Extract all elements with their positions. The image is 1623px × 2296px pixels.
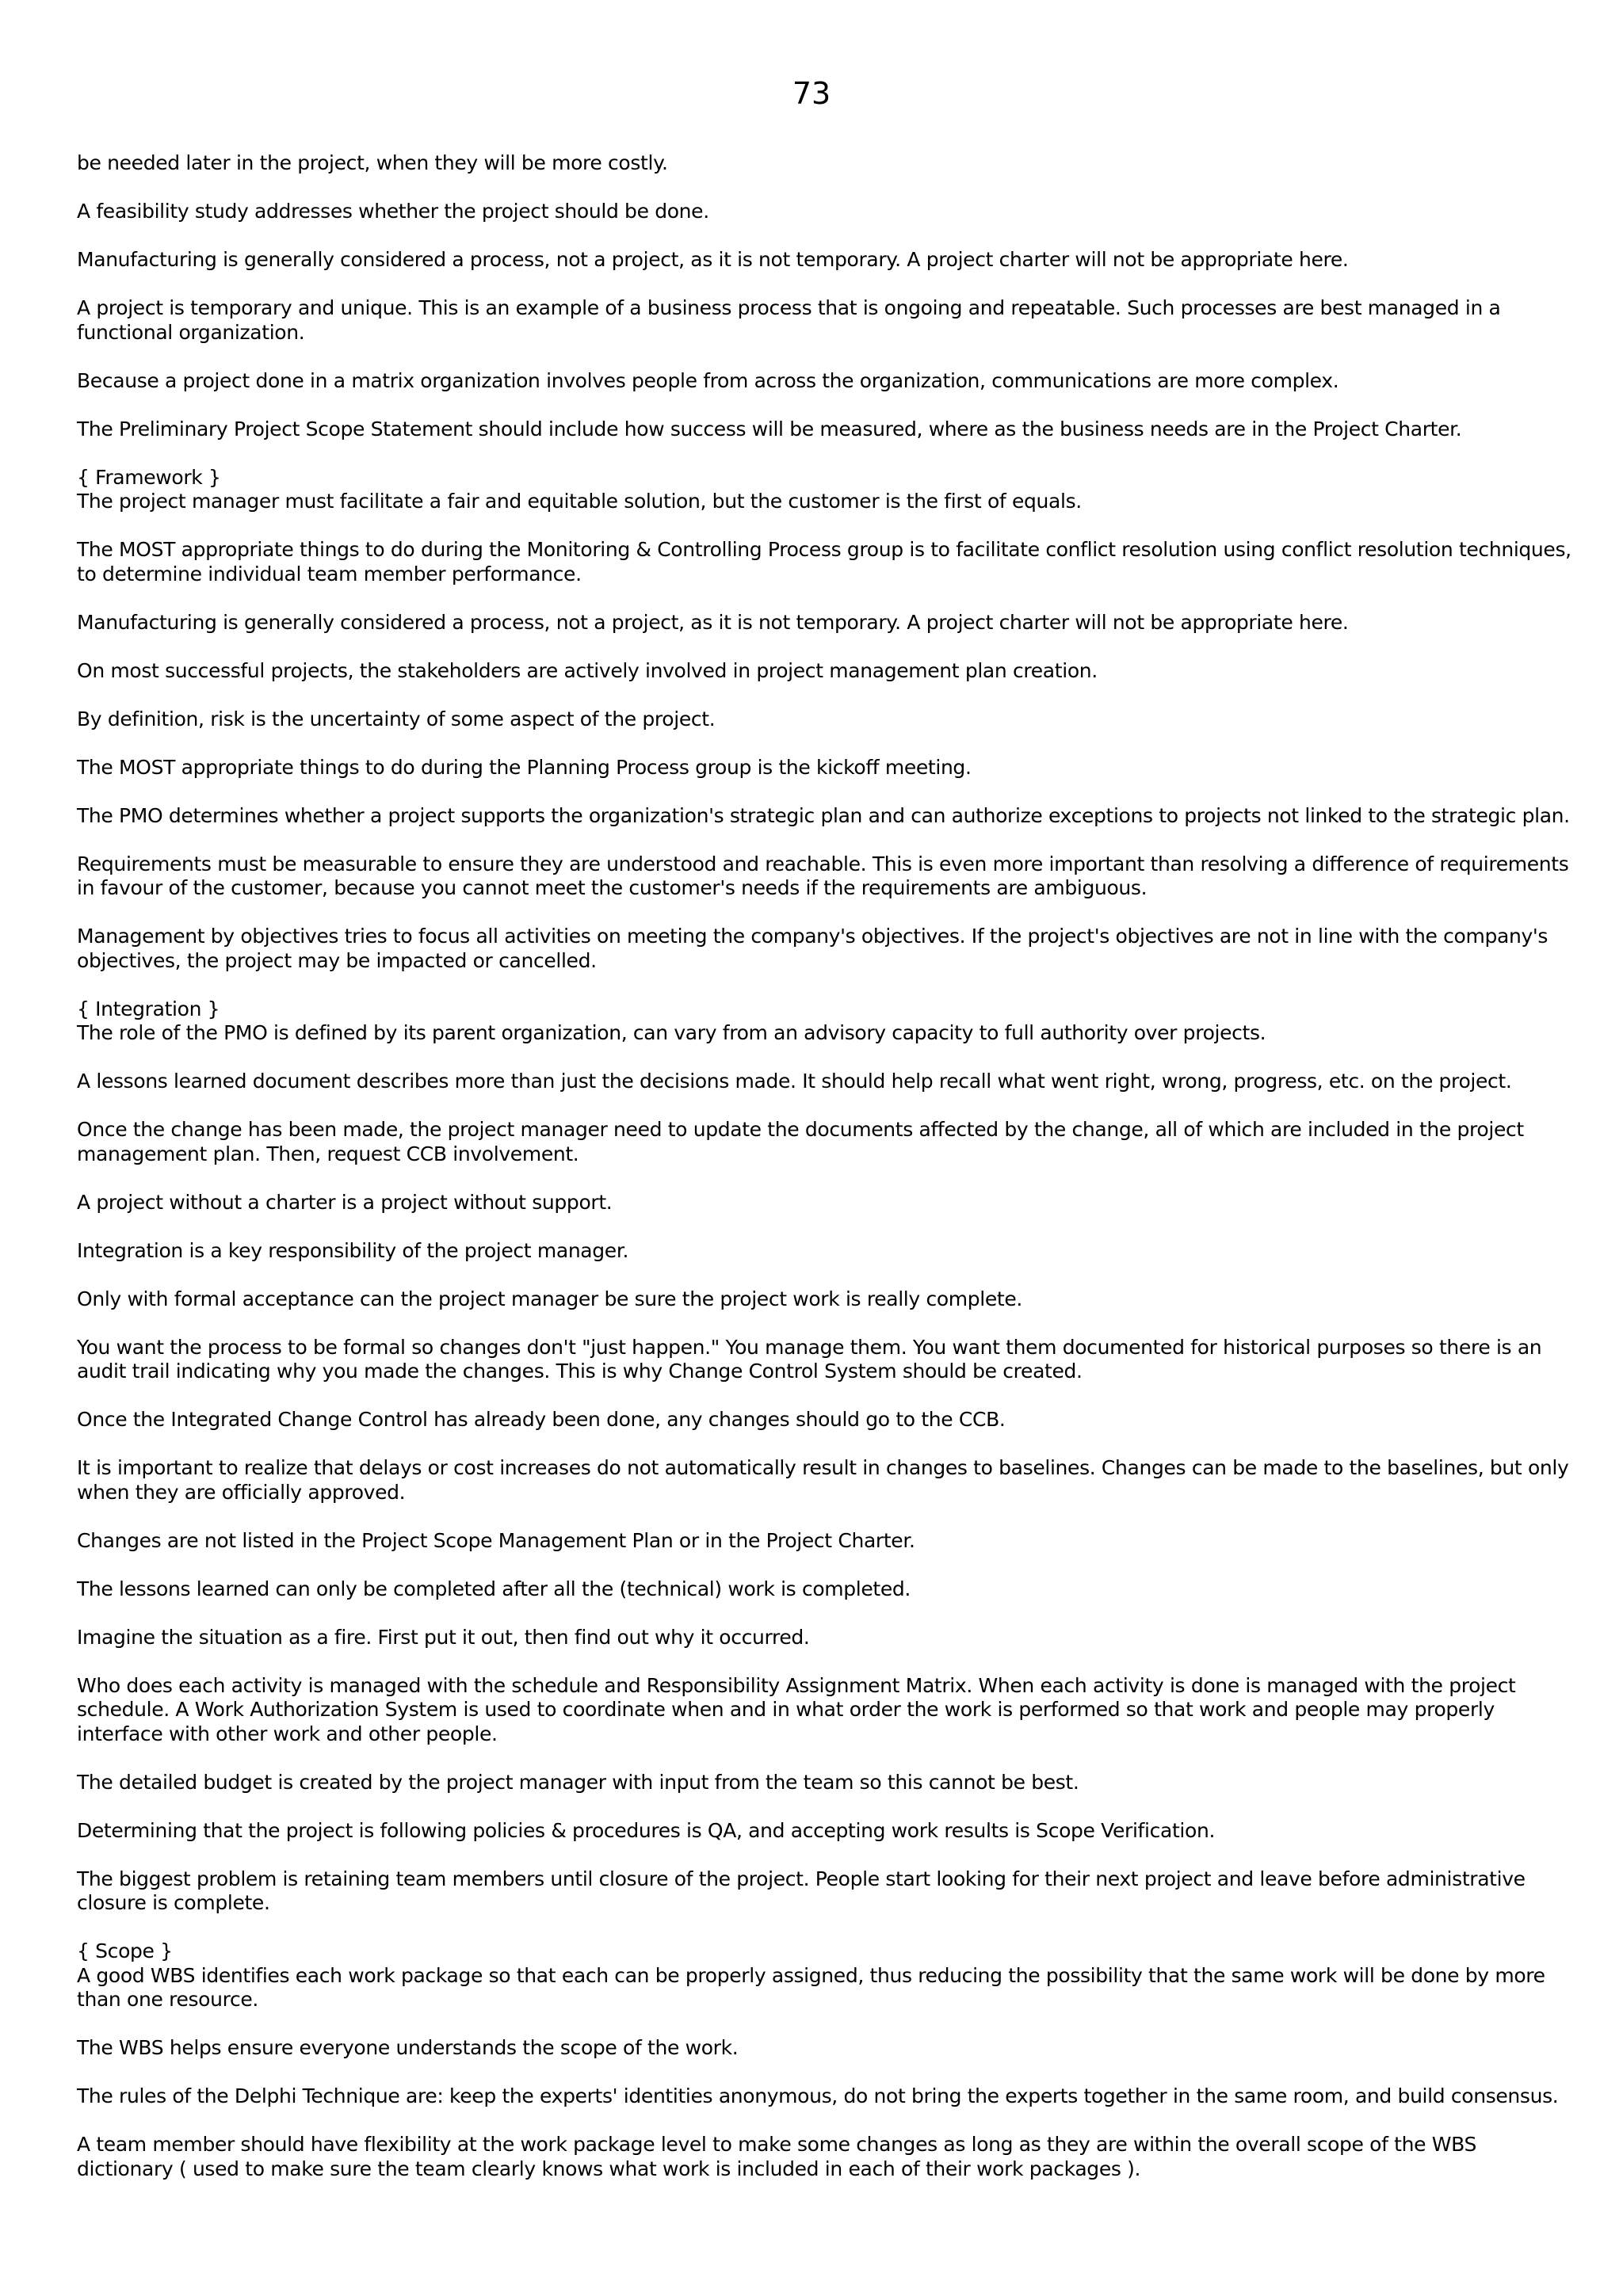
paragraph: Once the Integrated Change Control has already been done, any changes should go to the CCB.	[77, 1408, 1006, 1431]
text-block	[77, 2084, 1573, 2109]
section-heading: { Scope }	[77, 1939, 173, 1962]
paragraph: Once the change has been made, the project manager need to update the documents affected by the change, all of which are included in the project management plan. Then, request CCB involvement.	[77, 1118, 1524, 1165]
text-block	[77, 466, 1573, 514]
text-block	[77, 804, 1573, 829]
paragraph: Requirements must be measurable to ensure they are understood and reachable. This is even more important than resolving a difference of requirements in favour of the customer, because you cannot meet the customer's needs if the requirements are ambiguous.	[77, 852, 1569, 899]
paragraph: Determining that the project is following policies & procedures is QA, and accepting work results is Scope Verification.	[77, 1818, 1216, 1842]
text-block	[77, 248, 1573, 273]
paragraph: be needed later in the project, when they will be more costly.	[77, 151, 668, 174]
paragraph: The project manager must facilitate a fair and equitable solution, but the customer is the first of equals.	[77, 490, 1082, 513]
text-block	[77, 1287, 1573, 1312]
paragraph: Manufacturing is generally considered a process, not a project, as it is not temporary. A project charter will not be appropriate here.	[77, 248, 1349, 271]
paragraph: A team member should have flexibility at the work package level to make some changes as long as they are within the overall scope of the WBS dictionary ( used to make sure the team clearly knows what work is included in each of their work packages ).	[77, 2133, 1477, 2180]
paragraph: The biggest problem is retaining team members until closure of the project. People start looking for their next project and leave before administrative closure is complete.	[77, 1867, 1526, 1914]
text-block	[77, 151, 1573, 176]
text-block	[77, 925, 1573, 973]
paragraph: The lessons learned can only be completed after all the (technical) work is completed.	[77, 1577, 911, 1600]
paragraph: The WBS helps ensure everyone understands the scope of the work.	[77, 2036, 739, 2059]
text-block	[77, 852, 1573, 901]
paragraph: Imagine the situation as a fire. First put it out, then find out why it occurred.	[77, 1625, 810, 1649]
text-block	[77, 2133, 1573, 2181]
paragraph: The PMO determines whether a project supports the organization's strategic plan and can authorize exceptions to projects not linked to the strategic plan.	[77, 803, 1570, 827]
text-block	[77, 997, 1573, 1046]
paragraph: By definition, risk is the uncertainty of some aspect of the project.	[77, 707, 716, 730]
text-block	[77, 1239, 1573, 1264]
paragraph: Who does each activity is managed with the schedule and Responsibility Assignment Matrix. When each activity is done is managed with the project schedule. A Work Authorization System is used to coordinate when and in what order the work is performed so that work and people may properly interface with other work and other people.	[77, 1673, 1516, 1745]
text-block	[77, 756, 1573, 780]
paragraph: The rules of the Delphi Technique are: keep the experts' identities anonymous, do not bring the experts together in the same room, and build consensus.	[77, 2084, 1559, 2107]
paragraph: A good WBS identifies each work package so that each can be properly assigned, thus reducing the possibility that the same work will be done by more than one resource.	[77, 1963, 1545, 2011]
paragraph: A project without a charter is a project without support.	[77, 1190, 613, 1214]
text-block	[77, 1456, 1573, 1505]
section-heading: { Framework }	[77, 465, 221, 489]
text-block	[77, 1674, 1573, 1747]
text-block	[77, 1626, 1573, 1650]
paragraph: Because a project done in a matrix organization involves people from across the organization, communications are more complex.	[77, 368, 1339, 392]
text-block	[77, 2036, 1573, 2061]
text-block	[77, 1336, 1573, 1384]
paragraph: A lessons learned document describes more than just the decisions made. It should help recall what went right, wrong, progress, etc. on the project.	[77, 1070, 1512, 1093]
text-block	[77, 200, 1573, 224]
paragraph: Changes are not listed in the Project Scope Management Plan or in the Project Charter.	[77, 1528, 915, 1552]
text-block	[77, 1191, 1573, 1215]
paragraph: A project is temporary and unique. This is an example of a business process that is ongoing and repeatable. Such processes are best managed in a functional organization.	[77, 296, 1501, 344]
paragraph: Manufacturing is generally considered a process, not a project, as it is not temporary. A project charter will not be appropriate here.	[77, 610, 1349, 634]
page-number: 73	[792, 76, 831, 111]
text-block	[77, 538, 1573, 586]
text-block	[77, 1939, 1573, 2012]
paragraph: The Preliminary Project Scope Statement should include how success will be measured, where as the business needs are in the Project Charter.	[77, 417, 1462, 441]
document-body	[77, 151, 1573, 2206]
paragraph: Only with formal acceptance can the project manager be sure the project work is really complete.	[77, 1287, 1023, 1310]
paragraph: The MOST appropriate things to do during the Monitoring & Controlling Process group is to facilitate conflict resolution using conflict resolution techniques, to determine individual team member performance.	[77, 538, 1571, 585]
text-block	[77, 418, 1573, 442]
text-block	[77, 1118, 1573, 1166]
section-heading: { Integration }	[77, 997, 220, 1020]
text-block	[77, 1819, 1573, 1844]
paragraph: Integration is a key responsibility of the project manager.	[77, 1238, 629, 1262]
text-block	[77, 611, 1573, 635]
text-block	[77, 1577, 1573, 1602]
paragraph: On most successful projects, the stakeholders are actively involved in project management plan creation.	[77, 658, 1098, 682]
text-block	[77, 707, 1573, 732]
paragraph: The role of the PMO is defined by its parent organization, can vary from an advisory capacity to full authority over projects.	[77, 1021, 1266, 1044]
text-block	[77, 296, 1573, 345]
text-block	[77, 1408, 1573, 1432]
text-block	[77, 1070, 1573, 1094]
paragraph: The MOST appropriate things to do during the Planning Process group is the kickoff meeting.	[77, 755, 972, 779]
paragraph: It is important to realize that delays or cost increases do not automatically result in changes to baselines. Changes can be made to the baselines, but only when they are officially approved.	[77, 1456, 1569, 1504]
text-block	[77, 1867, 1573, 1916]
paragraph: The detailed budget is created by the project manager with input from the team so this cannot be best.	[77, 1770, 1079, 1794]
paragraph: You want the process to be formal so changes don't "just happen." You manage them. You want them documented for historical purposes so there is an audit trail indicating why you made the changes. This is why Change Control System should be created.	[77, 1335, 1542, 1383]
paragraph: Management by objectives tries to focus all activities on meeting the company's objectives. If the project's objectives are not in line with the company's objectives, the project may be impacted or cancelled.	[77, 925, 1549, 972]
text-block	[77, 659, 1573, 684]
text-block	[77, 1771, 1573, 1795]
paragraph: A feasibility study addresses whether the project should be done.	[77, 200, 709, 223]
text-block	[77, 1529, 1573, 1554]
text-block	[77, 369, 1573, 394]
